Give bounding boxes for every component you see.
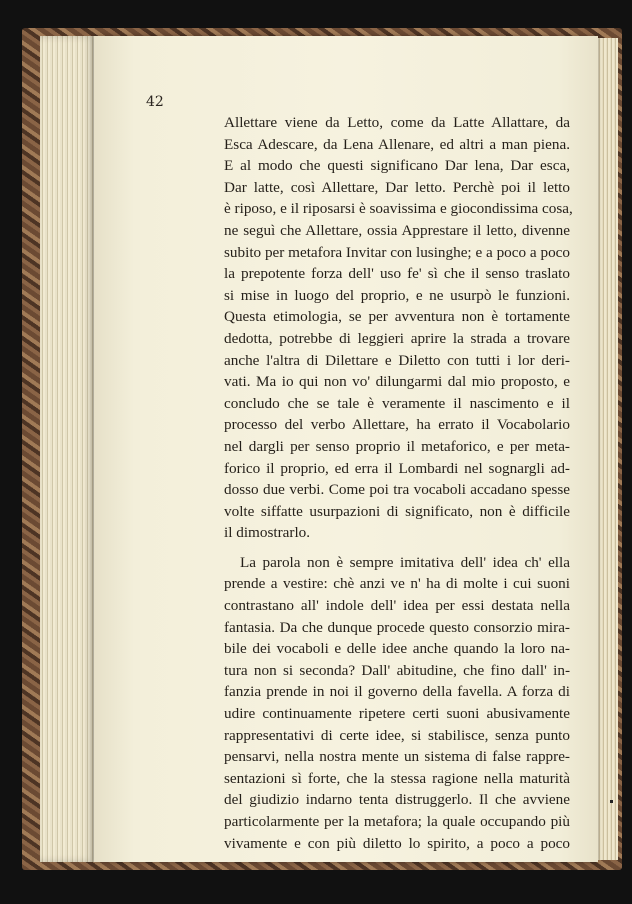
- text-line: pensarvi, nella nostra mente un sistema di false rappre-: [224, 748, 570, 766]
- text-line: dedotta, potrebbe di leggieri aprire la strada a trovare: [224, 329, 570, 347]
- text-line: volte siffatte usurpazioni di significato, non è difficile: [224, 502, 570, 520]
- text-line: il dimostrarlo.: [224, 524, 311, 542]
- text-line: si mise in luogo del proprio, e ne usurpò le funzioni.: [224, 286, 570, 304]
- text-line: Esca Adescare, da Lena Allenare, ed altri a man piena.: [224, 135, 570, 153]
- text-line: Questa etimologia, se per avventura non è tortamente: [224, 308, 570, 326]
- text-line: sentazioni sì forte, che la stessa ragione nella maturità: [224, 769, 570, 787]
- text-line: vivamente e con più diletto lo spirito, a poco a poco: [224, 834, 570, 852]
- text-line: prende a vestire: chè anzi ve n' ha di molte i cui suoni: [224, 575, 570, 593]
- page-edges-left: [40, 36, 96, 862]
- text-line: è riposo, e il riposarsi è soavissima e giocondissima cosa,: [224, 200, 573, 218]
- text-line: dosso due verbi. Come poi tra vocaboli accadano spesse: [224, 481, 570, 499]
- text-line: nel dargli per senso proprio il metaforico, e per meta-: [224, 437, 570, 455]
- text-line: contrastano all' indole dell' idea per essi destata nella: [224, 597, 570, 615]
- page-number: 42: [146, 94, 164, 110]
- text-line: Dar latte, così Allettare, Dar letto. Perchè poi il letto: [224, 178, 570, 196]
- body-text: [224, 112, 573, 854]
- text-line: concludo che se tale è veramente il nascimento e il: [224, 394, 570, 412]
- text-line: fanzia prende in noi il governo della favella. A forza di: [224, 683, 570, 701]
- text-line: vati. Ma io qui non vo' dilungarmi dal mio proposto, e: [224, 373, 570, 391]
- text-line: particolarmente per la metafora; la quale occupando più: [224, 813, 570, 830]
- page-edges-right: [598, 38, 618, 860]
- text-line: del giudizio indarno tenta distruggerlo. Il che avviene: [224, 791, 570, 809]
- text-line: Allettare viene da Letto, come da Latte Allattare, da: [224, 114, 570, 131]
- text-line: subito per metafora Invitar con lusinghe; e a poco a poco: [224, 243, 570, 261]
- text-line: anche l'altra di Dilettare e Diletto con tutti i lor deri-: [224, 351, 570, 369]
- text-line: E al modo che questi significano Dar lena, Dar esca,: [224, 157, 570, 175]
- text-line: ne seguì che Allettare, ossia Apprestare il letto, divenne: [224, 221, 570, 239]
- text-line: tura non si seconda? Dall' abitudine, che fino dall' in-: [224, 661, 570, 679]
- text-line: La parola non è sempre imitativa dell' idea ch' ella: [240, 553, 570, 571]
- dust-speck: [610, 800, 613, 803]
- text-line: rappresentativi di certe idee, si stabilisce, senza punto: [224, 726, 570, 744]
- text-line: forico il proprio, ed erra il Lombardi nel sognargli ad-: [224, 459, 570, 477]
- text-line: udire continuamente ripetere certi suoni abusivamente: [224, 705, 570, 723]
- text-line: processo del verbo Allettare, ha errato il Vocabolario: [224, 416, 570, 434]
- text-line: fantasia. Da che dunque procede questo consorzio mira-: [224, 618, 570, 636]
- text-line: bile dei vocaboli e delle idee anche quando la loro na-: [224, 640, 570, 658]
- text-line: la prepotente forza dell' uso fe' sì che il senso traslato: [224, 265, 570, 283]
